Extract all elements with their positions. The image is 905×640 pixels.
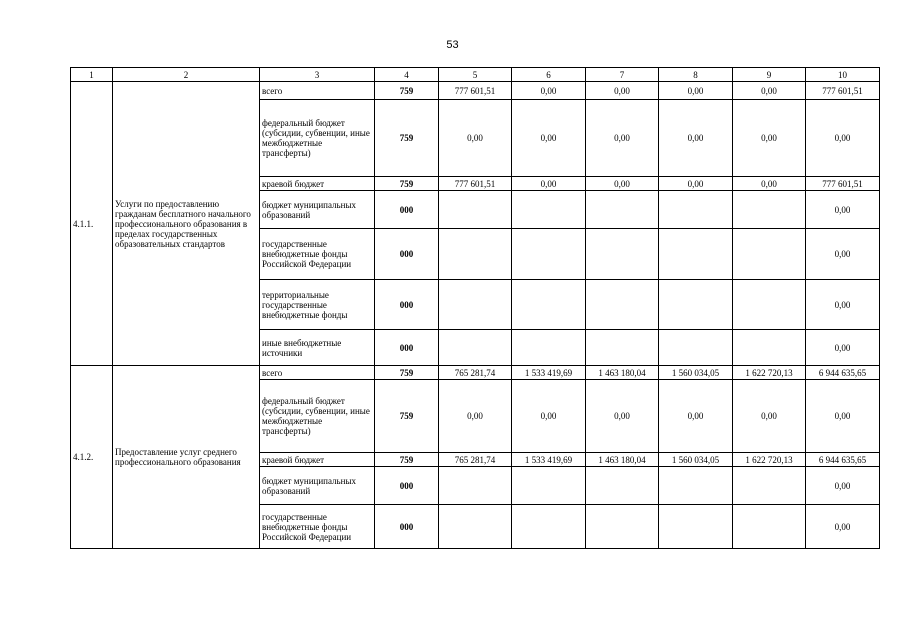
value-cell: 1 560 034,05 <box>659 453 733 467</box>
value-cell: 0,00 <box>733 177 806 191</box>
value-cell: 1 533 419,69 <box>512 366 586 380</box>
value-cell <box>586 467 659 505</box>
header-cell: 10 <box>806 68 880 82</box>
total-cell: 0,00 <box>806 380 880 453</box>
table-row <box>71 366 880 380</box>
value-cell: 1 622 720,13 <box>733 366 806 380</box>
value-cell <box>439 505 512 549</box>
value-cell: 0,00 <box>733 380 806 453</box>
value-cell: 765 281,74 <box>439 366 512 380</box>
total-cell: 0,00 <box>806 505 880 549</box>
value-cell <box>439 229 512 280</box>
code-cell: 000 <box>375 467 439 505</box>
funding-source: федеральный бюджет (субсидии, субвенции, иные межбюджетные трансферты) <box>260 100 375 177</box>
funding-source: государственные внебюджетные фонды Российской Федерации <box>260 505 375 549</box>
header-cell: 5 <box>439 68 512 82</box>
total-cell: 777 601,51 <box>806 177 880 191</box>
total-cell: 0,00 <box>806 280 880 330</box>
code-cell: 000 <box>375 280 439 330</box>
header-cell: 9 <box>733 68 806 82</box>
value-cell: 1 622 720,13 <box>733 453 806 467</box>
value-cell <box>659 505 733 549</box>
funding-source: государственные внебюджетные фонды Российской Федерации <box>260 229 375 280</box>
total-cell: 0,00 <box>806 100 880 177</box>
funding-source: бюджет муниципальных образований <box>260 467 375 505</box>
value-cell <box>733 505 806 549</box>
value-cell: 0,00 <box>659 100 733 177</box>
total-cell: 6 944 635,65 <box>806 366 880 380</box>
header-cell: 1 <box>71 68 113 82</box>
code-cell: 759 <box>375 82 439 100</box>
value-cell: 1 533 419,69 <box>512 453 586 467</box>
value-cell: 777 601,51 <box>439 177 512 191</box>
funding-source: территориальные государственные внебюджетные фонды <box>260 280 375 330</box>
header-cell: 8 <box>659 68 733 82</box>
value-cell <box>586 191 659 229</box>
funding-source: краевой бюджет <box>260 453 375 467</box>
header-cell: 6 <box>512 68 586 82</box>
total-cell: 0,00 <box>806 330 880 366</box>
code-cell: 759 <box>375 100 439 177</box>
value-cell: 0,00 <box>586 82 659 100</box>
total-cell: 6 944 635,65 <box>806 453 880 467</box>
value-cell <box>733 191 806 229</box>
value-cell <box>659 467 733 505</box>
page-number: 53 <box>446 39 459 51</box>
value-cell: 0,00 <box>439 380 512 453</box>
funding-source: федеральный бюджет (субсидии, субвенции, иные межбюджетные трансферты) <box>260 380 375 453</box>
total-cell: 777 601,51 <box>806 82 880 100</box>
value-cell: 0,00 <box>659 380 733 453</box>
total-cell: 0,00 <box>806 191 880 229</box>
value-cell <box>586 229 659 280</box>
value-cell <box>659 280 733 330</box>
value-cell <box>439 191 512 229</box>
value-cell: 0,00 <box>512 82 586 100</box>
value-cell: 0,00 <box>659 82 733 100</box>
value-cell: 0,00 <box>733 100 806 177</box>
value-cell: 0,00 <box>586 177 659 191</box>
funding-source: всего <box>260 366 375 380</box>
code-cell: 000 <box>375 330 439 366</box>
header-row <box>71 68 880 82</box>
header-cell: 4 <box>375 68 439 82</box>
value-cell <box>733 330 806 366</box>
header-cell: 2 <box>113 68 260 82</box>
total-cell: 0,00 <box>806 229 880 280</box>
value-cell <box>659 191 733 229</box>
code-cell: 759 <box>375 366 439 380</box>
value-cell <box>659 330 733 366</box>
value-cell: 777 601,51 <box>439 82 512 100</box>
funding-source: всего <box>260 82 375 100</box>
value-cell: 0,00 <box>439 100 512 177</box>
value-cell <box>512 330 586 366</box>
section-name: Услуги по предоставлению гражданам бесплатного начального профессионального образования в пределах государственных образовательных стандартов <box>113 82 260 366</box>
value-cell <box>733 467 806 505</box>
value-cell <box>439 467 512 505</box>
value-cell <box>512 467 586 505</box>
value-cell <box>512 191 586 229</box>
total-cell: 0,00 <box>806 467 880 505</box>
value-cell <box>512 505 586 549</box>
value-cell: 0,00 <box>512 100 586 177</box>
value-cell <box>439 280 512 330</box>
value-cell: 1 463 180,04 <box>586 453 659 467</box>
value-cell: 0,00 <box>659 177 733 191</box>
value-cell: 0,00 <box>512 177 586 191</box>
section-code: 4.1.2. <box>71 366 113 549</box>
value-cell: 0,00 <box>586 100 659 177</box>
code-cell: 000 <box>375 191 439 229</box>
code-cell: 759 <box>375 453 439 467</box>
table-row <box>71 82 880 100</box>
value-cell <box>512 280 586 330</box>
value-cell: 0,00 <box>512 380 586 453</box>
value-cell <box>733 280 806 330</box>
budget-table <box>70 67 880 549</box>
value-cell: 0,00 <box>733 82 806 100</box>
value-cell <box>586 280 659 330</box>
header-cell: 7 <box>586 68 659 82</box>
value-cell <box>733 229 806 280</box>
value-cell: 0,00 <box>586 380 659 453</box>
value-cell: 765 281,74 <box>439 453 512 467</box>
value-cell <box>512 229 586 280</box>
section-code: 4.1.1. <box>71 82 113 366</box>
code-cell: 000 <box>375 505 439 549</box>
funding-source: бюджет муниципальных образований <box>260 191 375 229</box>
funding-source: иные внебюджетные источники <box>260 330 375 366</box>
value-cell: 1 560 034,05 <box>659 366 733 380</box>
value-cell: 1 463 180,04 <box>586 366 659 380</box>
value-cell <box>586 505 659 549</box>
code-cell: 000 <box>375 229 439 280</box>
value-cell <box>586 330 659 366</box>
header-cell: 3 <box>260 68 375 82</box>
value-cell <box>439 330 512 366</box>
code-cell: 759 <box>375 380 439 453</box>
funding-source: краевой бюджет <box>260 177 375 191</box>
value-cell <box>659 229 733 280</box>
section-name: Предоставление услуг среднего профессионального образования <box>113 366 260 549</box>
code-cell: 759 <box>375 177 439 191</box>
